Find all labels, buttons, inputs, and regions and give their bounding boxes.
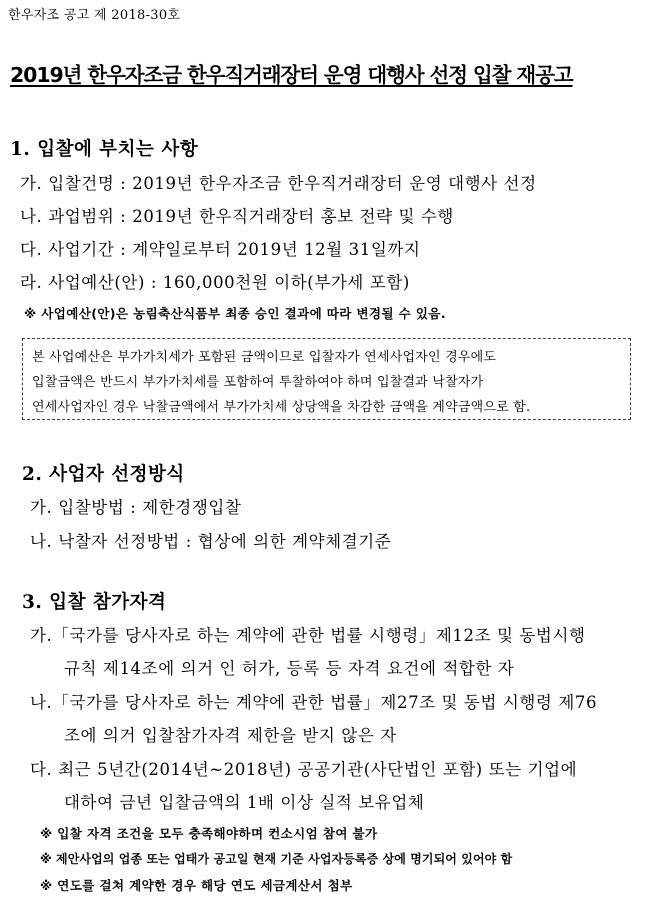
section-1-note: ※ 사업예산(안)은 농림축산식품부 최종 승인 결과에 따라 변경될 수 있음. bbox=[24, 306, 446, 321]
section-1-item-a: 가. 입찰건명 : 2019년 한우자조금 한우직거래장터 운영 대행사 선정 bbox=[20, 174, 537, 193]
section-2-item-b: 나. 낙찰자 선정방법 : 협상에 의한 계약체결기준 bbox=[30, 532, 392, 551]
section-3-item-c-line2: 대하여 금년 입찰금액의 1배 이상 실적 보유업체 bbox=[64, 793, 425, 812]
section-2-heading: 2. 사업자 선정방식 bbox=[22, 464, 185, 485]
section-3-item-b-line2: 조에 의거 입찰참가자격 제한을 받지 않은 자 bbox=[64, 726, 397, 745]
section-2-item-a: 가. 입찰방법 : 제한경쟁입찰 bbox=[30, 498, 242, 517]
section-3-item-c-line1: 다. 최근 5년간(2014년~2018년) 공공기관(사단법인 포함) 또는 기업에 bbox=[30, 760, 578, 779]
section-1-item-d: 라. 사업예산(안) : 160,000천원 이하(부가세 포함) bbox=[20, 273, 410, 292]
page-title: 2019년 한우자조금 한우직거래장터 운영 대행사 선정 입찰 재공고 bbox=[10, 63, 573, 87]
vat-notice-line: 입찰금액은 반드시 부가가치세를 포함하여 투찰하여야 하며 입찰결과 낙찰자가 bbox=[32, 375, 484, 390]
vat-notice-line: 연세사업자인 경우 낙찰금액에서 부가가치세 상당액을 차감한 금액을 계약금액으로 함. bbox=[32, 400, 531, 415]
section-3-heading: 3. 입찰 참가자격 bbox=[22, 592, 167, 613]
section-3-note: ※ 연도를 걸쳐 계약한 경우 해당 연도 세금계산서 첨부 bbox=[40, 878, 353, 893]
section-3-note: ※ 제안사업의 업종 또는 업태가 공고일 현재 기준 사업자등록증 상에 명기되어 있어야 함 bbox=[40, 852, 513, 866]
section-1-item-c: 다. 사업기간 : 계약일로부터 2019년 12월 31일까지 bbox=[20, 240, 421, 259]
vat-notice-line: 본 사업예산은 부가가치세가 포함된 금액이므로 입찰자가 연세사업자인 경우에도 bbox=[32, 350, 497, 365]
vat-notice-box bbox=[22, 338, 631, 420]
section-3-item-b-line1: 나.「국가를 당사자로 하는 계약에 관한 법률」제27조 및 동법 시행령 제76 bbox=[30, 693, 598, 712]
section-1-item-b: 나. 과업범위 : 2019년 한우직거래장터 홍보 전략 및 수행 bbox=[20, 207, 454, 226]
document-number: 한우자조 공고 제 2018-30호 bbox=[8, 8, 181, 23]
section-3-item-a-line1: 가.「국가를 당사자로 하는 계약에 관한 법률 시행령」제12조 및 동법시행 bbox=[30, 626, 586, 645]
section-3-note: ※ 입찰 자격 조건을 모두 충족해야하며 컨소시엄 참여 불가 bbox=[40, 826, 378, 841]
section-3-item-a-line2: 규칙 제14조에 의거 인 허가, 등록 등 자격 요건에 적합한 자 bbox=[64, 659, 515, 678]
section-1-heading: 1. 입찰에 부치는 사항 bbox=[10, 139, 199, 160]
